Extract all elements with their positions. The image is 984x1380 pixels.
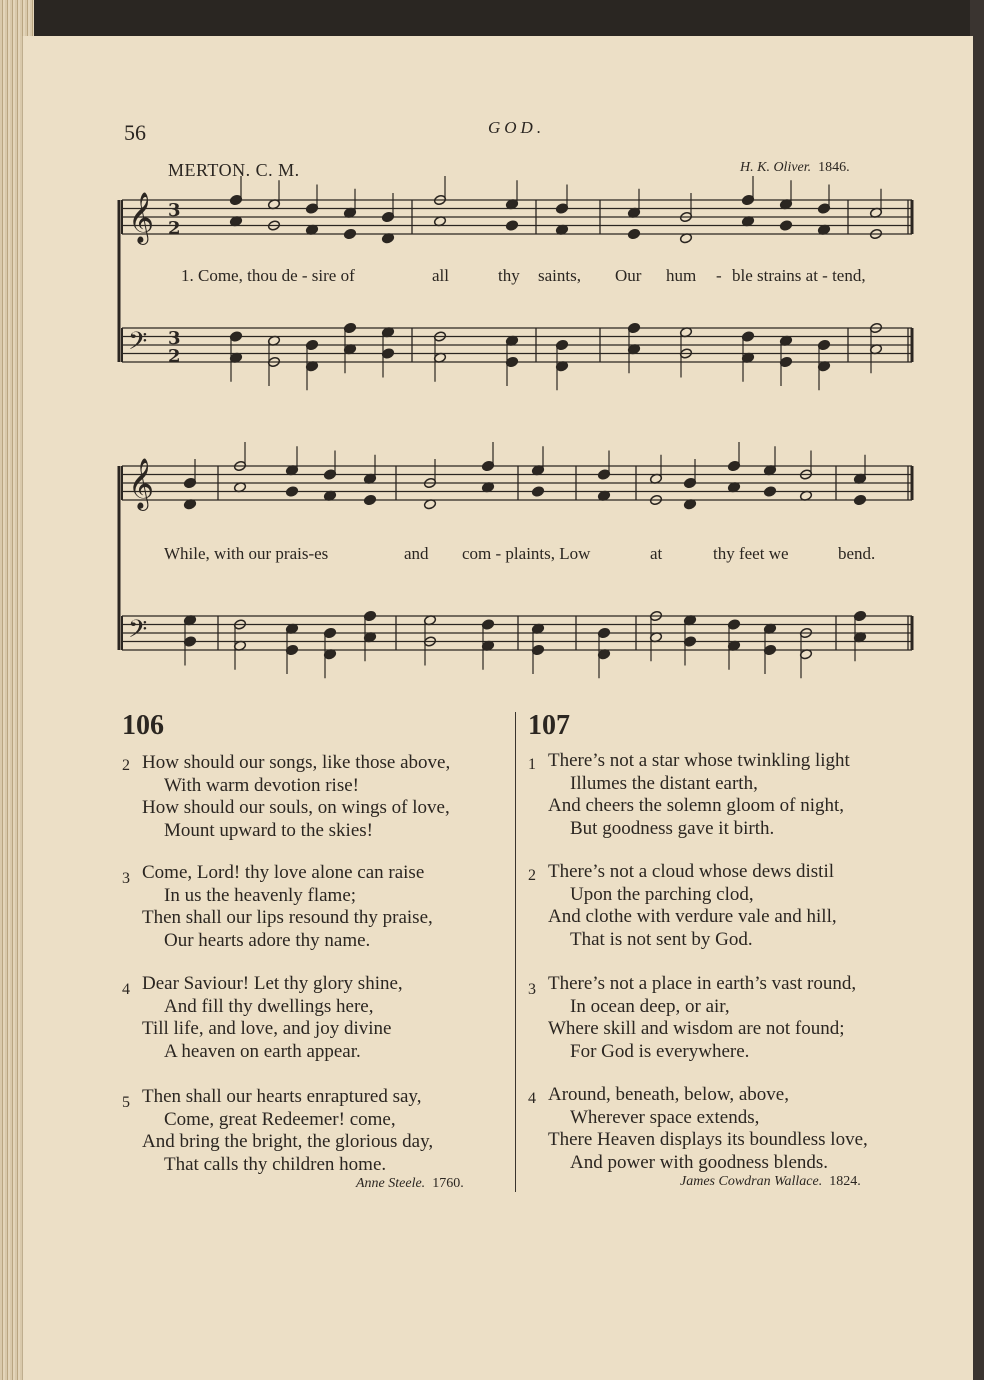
note-head bbox=[505, 220, 518, 231]
tune-name: MERTON. C. M. bbox=[168, 160, 300, 180]
page-number: 56 bbox=[124, 120, 146, 145]
verse-line: For God is everywhere. bbox=[570, 1040, 750, 1062]
stanza bbox=[528, 973, 857, 1063]
lyric-syllable: all bbox=[432, 266, 449, 285]
verse-line: There’s not a place in earth’s vast round, bbox=[548, 973, 857, 994]
verse-line: And power with goodness blends. bbox=[570, 1151, 829, 1173]
verse-line: Come, great Redeemer! come, bbox=[164, 1108, 396, 1130]
note-head bbox=[763, 486, 776, 497]
stanza bbox=[528, 750, 850, 840]
stanza-number: 3 bbox=[122, 870, 130, 887]
stanza-number: 2 bbox=[122, 757, 130, 774]
verse-line: Mount upward to the skies! bbox=[164, 819, 373, 841]
verse-line: Illumes the distant earth, bbox=[570, 772, 758, 794]
verse-line: That is not sent by God. bbox=[570, 928, 753, 950]
note-head bbox=[363, 494, 376, 505]
verse-line: How should our songs, like those above, bbox=[142, 752, 451, 773]
note-head bbox=[853, 494, 866, 505]
verse-line: Then shall our lips resound thy praise, bbox=[142, 907, 433, 929]
stanza-number: 5 bbox=[122, 1094, 130, 1111]
hymn-attribution bbox=[680, 1174, 861, 1190]
note-head bbox=[343, 228, 356, 239]
verse-line: There Heaven displays its boundless love, bbox=[548, 1129, 868, 1151]
hymn-attribution bbox=[356, 1176, 464, 1192]
lyric-syllable: hum bbox=[666, 266, 697, 285]
note-head bbox=[779, 220, 792, 231]
lyric-syllable: Our bbox=[615, 266, 642, 285]
note-head bbox=[285, 486, 298, 497]
author: Anne Steele. bbox=[356, 1176, 426, 1191]
treble-clef-icon: 𝄞 bbox=[128, 458, 155, 509]
hymn-number: 106 bbox=[122, 710, 164, 741]
time-signature-bottom: 2 bbox=[168, 218, 181, 239]
lyric-syllable: bend. bbox=[838, 544, 876, 563]
verse-line: Wherever space extends, bbox=[570, 1106, 760, 1128]
treble-clef-icon: 𝄞 bbox=[128, 192, 155, 243]
lyric-syllable: ble strains at - tend, bbox=[732, 266, 866, 285]
bass-clef-icon: 𝄢 bbox=[128, 615, 148, 650]
verse-line: Our hearts adore thy name. bbox=[164, 929, 371, 951]
author-year: 1760. bbox=[432, 1176, 464, 1191]
stanza bbox=[122, 973, 403, 1063]
verse-line: And fill thy dwellings here, bbox=[164, 995, 374, 1017]
stanza bbox=[528, 861, 837, 951]
lyric-syllable: thy bbox=[498, 266, 520, 285]
time-signature-bottom: 2 bbox=[168, 346, 181, 367]
verse-line: That calls thy children home. bbox=[164, 1153, 387, 1175]
stanza-number: 4 bbox=[528, 1090, 536, 1107]
time-signature-top: 3 bbox=[168, 328, 181, 349]
lyric-syllable: thy feet we bbox=[713, 544, 789, 563]
lyric-syllable: saints, bbox=[538, 266, 581, 285]
time-signature-top: 3 bbox=[168, 200, 181, 221]
composer-name: H. K. Oliver. bbox=[740, 160, 812, 175]
verse-line: Around, beneath, below, above, bbox=[548, 1084, 789, 1105]
note-head bbox=[627, 228, 640, 239]
bass-clef-icon: 𝄢 bbox=[128, 327, 148, 362]
lyric-syllable: at bbox=[650, 544, 663, 563]
stanza-number: 2 bbox=[528, 867, 536, 884]
verse-line: But goodness gave it birth. bbox=[570, 817, 775, 839]
verse-line: And clothe with verdure vale and hill, bbox=[548, 906, 837, 928]
note-head bbox=[531, 486, 544, 497]
stanza-number: 4 bbox=[122, 981, 130, 998]
verse-line: There’s not a cloud whose dews distil bbox=[548, 861, 835, 882]
verse-line: And cheers the solemn gloom of night, bbox=[548, 795, 845, 817]
verse-line: Then shall our hearts enraptured say, bbox=[142, 1086, 422, 1107]
verse-line: Upon the parching clod, bbox=[570, 883, 754, 905]
section-title: GOD. bbox=[488, 118, 546, 137]
stanza-number: 3 bbox=[528, 981, 536, 998]
stanza-number: 1 bbox=[528, 756, 536, 773]
stanza bbox=[528, 1084, 868, 1174]
author: James Cowdran Wallace. bbox=[680, 1174, 823, 1189]
verse-line: And bring the bright, the glorious day, bbox=[142, 1131, 434, 1153]
verse-line: A heaven on earth appear. bbox=[164, 1040, 361, 1062]
verse-line: In us the heavenly flame; bbox=[164, 884, 357, 906]
verse-line: Till life, and love, and joy divine bbox=[142, 1018, 392, 1040]
verse-line: Where skill and wisdom are not found; bbox=[548, 1018, 845, 1040]
hymn-number: 107 bbox=[528, 710, 570, 741]
stanza bbox=[122, 1086, 434, 1176]
stanza bbox=[122, 862, 433, 952]
lyric-syllable: While, with our prais-es bbox=[164, 544, 329, 563]
verse-line: How should our souls, on wings of love, bbox=[142, 797, 450, 819]
verse-line: With warm devotion rise! bbox=[164, 774, 359, 796]
stanza bbox=[122, 752, 451, 842]
verse-line: Dear Saviour! Let thy glory shine, bbox=[142, 973, 403, 994]
verse-line: In ocean deep, or air, bbox=[570, 995, 730, 1017]
lyric-syllable: com - plaints, Low bbox=[462, 544, 591, 563]
column-divider bbox=[515, 712, 516, 1192]
composer-year: 1846. bbox=[818, 160, 850, 175]
lyric-syllable: - bbox=[716, 266, 722, 285]
verse-line: There’s not a star whose twinkling light bbox=[548, 750, 850, 771]
lyric-syllable: 1. Come, thou de - sire of bbox=[181, 266, 355, 285]
verse-line: Come, Lord! thy love alone can raise bbox=[142, 862, 425, 883]
author-year: 1824. bbox=[829, 1174, 861, 1189]
lyric-syllable: and bbox=[404, 544, 429, 563]
